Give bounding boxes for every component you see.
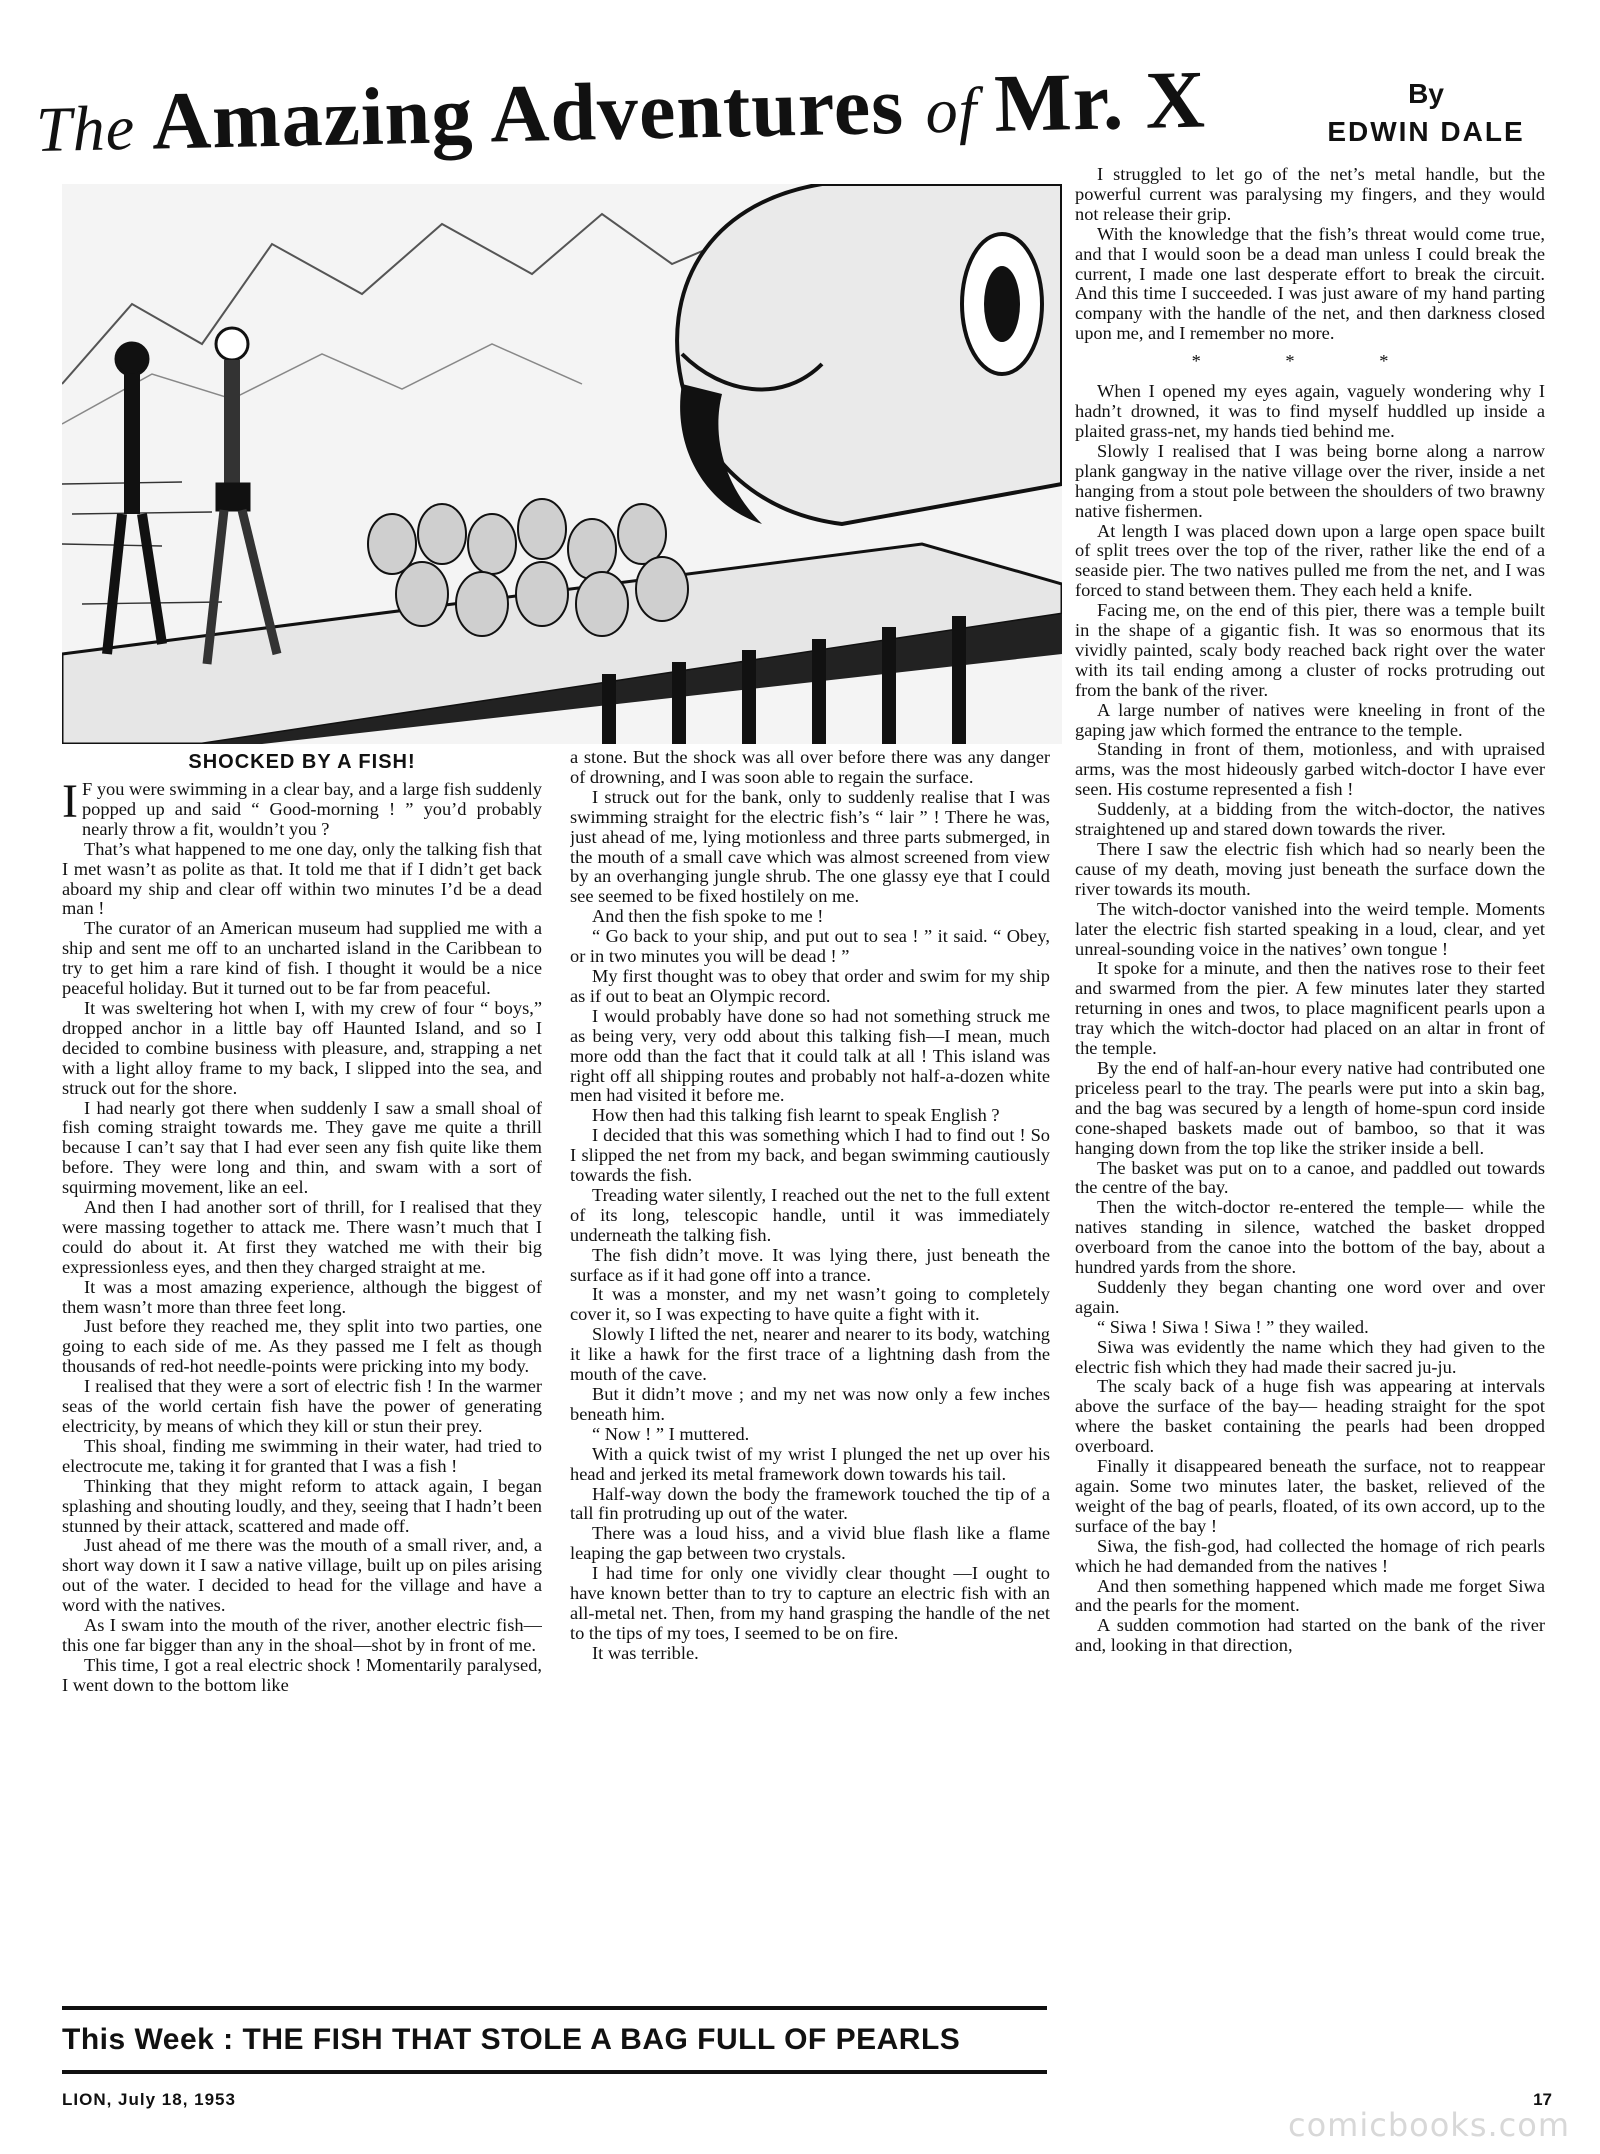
section-break-stars: * * * <box>1191 351 1429 372</box>
col2-paragraph: I would probably have done so had not something struck me as being very, very odd about this talking fish—I mean, much more odd than the fact that it could talk at all ! This island was right off all shipping routes and probably not half-a-dozen white men had visited it before me. <box>570 1005 1050 1106</box>
first-paragraph-text: F you were swimming in a clear bay, and a large fish suddenly popped up and said “ Good-morning ! ” you’d probably nearly throw a fit, wouldn’t you ? <box>81 779 542 839</box>
col2-paragraph: “ Go back to your ship, and put out to sea ! ” it said. “ Obey, or in two minutes you will be dead ! ” <box>570 926 1050 967</box>
promo-lead: This Week : <box>62 2023 243 2056</box>
col2-paragraph: Slowly I lifted the net, nearer and nearer to its body, watching it like a hawk for the first trace of a lightning dash from the mouth of the cave. <box>570 1324 1050 1385</box>
col2-paragraph: I struck out for the bank, only to suddenly realise that I was swimming straight for the electric fish’s “ lair ” ! There he was, just ahead of me, lying motionless and three parts submerged, in the mouth of a small cave which was almost screened from view by an overhanging jungle shrub. The one glassy eye that I could see seemed to be fixed hostilely on me. <box>570 786 1050 907</box>
col1-paragraph: The curator of an American museum had supplied me with a ship and sent me off to an uncharted island in the Caribbean to try to get him a rare kind of fish. I thought it would be a nice peaceful holiday. But it turned out to be far from peaceful. <box>62 918 542 999</box>
watermark: comicbooks.com <box>1287 2106 1570 2144</box>
story-title <box>35 50 1207 180</box>
col3-paragraph: Suddenly they began chanting one word over and over again. <box>1075 1276 1545 1317</box>
col2-paragraph: It was a monster, and my net wasn’t going to completely cover it, so I was expecting to have quite a fight with it. <box>570 1284 1050 1325</box>
col2-paragraph: With a quick twist of my wrist I plunged the net up over his head and jerked its metal framework down towards his tail. <box>570 1443 1050 1484</box>
col1-paragraph: This shoal, finding me swimming in their water, had tried to electrocute me, taking it for granted that I was a fish ! <box>62 1435 542 1476</box>
issue-date: LION, July 18, 1953 <box>62 2090 236 2109</box>
first-paragraph <box>62 775 542 840</box>
promo-rule-top <box>62 2006 1047 2010</box>
col3-paragraph: A sudden commotion had started on the bank of the river and, looking in that direction, <box>1075 1615 1545 1656</box>
col2-paragraph: Half-way down the body the framework touched the tip of a tall fin protruding up out of the water. <box>570 1483 1050 1524</box>
col1-paragraph: Just ahead of me there was the mouth of a small river, and, a short way down it I saw a native village, built up on piles arising out of the water. I decided to head for the village and have a word with the natives. <box>62 1535 542 1616</box>
byline <box>1326 76 1526 152</box>
col2-paragraph: And then the fish spoke to me ! <box>592 906 824 927</box>
col1-paragraph: As I swam into the mouth of the river, another electric fish—this one far bigger than any in the shoal—shot by in front of me. <box>62 1615 542 1655</box>
drop-cap: I <box>62 775 78 828</box>
col1-paragraph: Thinking that they might reform to attack again, I began splashing and shouting loudly, and they, seeing that I hadn’t been stunned by their attack, scattered and made off. <box>62 1475 542 1536</box>
col3-paragraph: Suddenly, at a bidding from the witch-doctor, the natives straightened up and stared down towards the river. <box>1075 799 1545 840</box>
col2-paragraph: It was terrible. <box>592 1642 699 1663</box>
col3-paragraph: At length I was placed down upon a large open space built of split trees over the top of the river, rather like the end of a seaside pier. The two natives pulled me from the net, and I was forced to stand between them. They each held a knife. <box>1075 520 1545 601</box>
col3-paragraph: The witch-doctor vanished into the weird temple. Moments later the electric fish started speaking in a loud, clear, and yet unreal-sounding voice in the natives’ own tongue ! <box>1075 898 1545 959</box>
title-bar <box>35 53 1526 174</box>
col2-paragraph: I had time for only one vividly clear thought —I ought to have known better than to try to capture an electric fish with an all-metal net. Then, from my hand grasping the handle of the net to the tips of my toes, I seemed to be on fire. <box>570 1563 1050 1643</box>
col3-paragraph: The scaly back of a huge fish was appearing at intervals above the surface of the bay— heading straight for the spot where the basket containing the pearls had been dropped overboard. <box>1075 1376 1545 1457</box>
col3-paragraph: With the knowledge that the fish’s threat would come true, and that I would soon be a dead man unless I could break the current, I made one last desperate effort to break the circuit. And this time I succeeded. I was just aware of my hand parting company with the handle of the net, and then darkness closed upon me, and I remember no more. <box>1075 223 1545 344</box>
col3-paragraph: By the end of half-an-hour every native had contributed one priceless pearl to the tray. The pearls were put into a skin bag, and the bag was secured by a length of home-spun cord inside cone-shaped baskets made out of bamboo, so that it was hanging down from the top like the striker inside a bell. <box>1075 1057 1545 1158</box>
col2-paragraph: I decided that this was something which I had to find out ! So I slipped the net from my back, and began swimming cautiously towards the fish. <box>570 1125 1050 1186</box>
col1-paragraph: And then I had another sort of thrill, for I realised that they were massing together to attack me. There wasn’t much that I could do about it. At first they watched me with their big expressionless eyes, and then they charged straight at me. <box>62 1197 542 1277</box>
col3-paragraph: I struggled to let go of the net’s metal handle, but the powerful current was paralysing my fingers, and they would not release their grip. <box>1075 165 1545 224</box>
story-illustration <box>62 184 1062 744</box>
col3-paragraph: Finally it disappeared beneath the surface, not to reappear again. Some two minutes later, the basket, relieved of the weight of the bag of pearls, floated, of its own accord, up to the surface of the bay ! <box>1075 1456 1545 1536</box>
col2-paragraph: There was a loud hiss, and a vivid blue flash like a flame leaping the gap between two crystals. <box>570 1523 1050 1564</box>
article-heading: SHOCKED BY A FISH! <box>188 751 416 773</box>
title-amazing-adventures: Amazing Adventures <box>150 59 927 167</box>
col3-paragraph: When I opened my eyes again, vaguely wondering why I hadn’t drowned, it was to find myself huddled up inside a plaited grass-net, my hands tied behind me. <box>1075 381 1545 441</box>
page-number: 17 <box>1533 2090 1552 2109</box>
promo-rule-bottom <box>62 2070 1047 2074</box>
col1-paragraph: It was sweltering hot when I, with my crew of four “ boys,” dropped anchor in a little bay off Haunted Island, and so I decided to combine business with pleasure, and, strapping a net with a light alloy frame to my back, I slipped into the sea, and struck out for the shore. <box>62 997 542 1098</box>
byline-author: EDWIN DALE <box>1327 116 1525 147</box>
col1-paragraph: This time, I got a real electric shock ! Momentarily paralysed, I went down to the bottom like <box>62 1654 542 1695</box>
this-week-promo <box>62 2012 1047 2068</box>
col3-paragraph: There I saw the electric fish which had so nearly been the cause of my death, moving just beneath the surface down the river towards its mouth. <box>1075 839 1545 899</box>
col3-paragraph: Standing in front of them, motionless, and with upraised arms, was the most hideously garbed witch-doctor I have ever seen. His costume represented a fish ! <box>1075 739 1545 800</box>
col1-paragraph: I had nearly got there when suddenly I saw a small shoal of fish coming straight towards me. They gave me quite a thrill because I can’t say that I had ever seen any fish quite like them before. They were long and thin, and swam with a sort of squirming movement, like an eel. <box>62 1097 542 1198</box>
title-mr-x: Mr. X <box>993 53 1207 149</box>
col1-paragraph: Just before they reached me, they split into two parties, one going to each side of me. As they passed me I felt as though thousands of red-hot needle-points were pricking into my body. <box>62 1316 542 1377</box>
col3-paragraph: It spoke for a minute, and then the natives rose to their feet and swarmed from the pier. A few minutes later they started returning in ones and twos, to place magnificent pearls upon a tray which the witch-doctor had placed on an altar in front of the temple. <box>1075 958 1545 1059</box>
col2-paragraph: “ Now ! ” I muttered. <box>592 1423 750 1444</box>
col3-paragraph: Facing me, on the end of this pier, there was a temple built in the shape of a gigantic fish. It was so enormous that its vividly painted, scaly body reached back right over the water with its tail ending among a cluster of rocks protruding out from the bank of the river. <box>1075 600 1545 700</box>
col3-paragraph: And then something happened which made me forget Siwa and the pearls for the moment. <box>1075 1575 1545 1616</box>
col3-paragraph: Slowly I realised that I was being borne along a narrow plank gangway in the native village over the river, inside a net hanging from a stout pole between the shoulders of two brawny native fishermen. <box>1075 440 1545 521</box>
col1-paragraph: That’s what happened to me one day, only the talking fish that I met wasn’t as polite as that. It told me that if I didn’t get back aboard my ship and clear off within two minutes I’d be a dead man ! <box>62 838 542 919</box>
col3-paragraph: The basket was put on to a canoe, and paddled out towards the centre of the bay. <box>1075 1157 1545 1198</box>
col2-paragraph: Treading water silently, I reached out the net to the full extent of its long, telescopic handle, until it was immediately underneath the talking fish. <box>570 1184 1050 1245</box>
article-column-1 <box>62 748 542 1998</box>
col2-paragraph: My first thought was to obey that order and swim for my ship as if out to beat an Olympic record. <box>570 965 1050 1006</box>
col3-paragraph: Siwa was evidently the name which they had given to the electric fish which they had made their sacred ju-ju. <box>1075 1336 1545 1377</box>
col3-paragraph: A large number of natives were kneeling in front of the gaping jaw which formed the entrance to the temple. <box>1075 699 1545 740</box>
col3-paragraph: “ Siwa ! Siwa ! Siwa ! ” they wailed. <box>1097 1316 1369 1337</box>
col1-paragraph: It was a most amazing experience, although the biggest of them wasn’t more than three feet long. <box>62 1276 542 1317</box>
promo-title: THE FISH THAT STOLE A BAG FULL OF PEARLS <box>242 2023 961 2056</box>
col3-paragraph: Siwa, the fish-god, had collected the homage of rich pearls which he had demanded from the natives ! <box>1075 1535 1545 1576</box>
illustration-drawing <box>62 184 1062 744</box>
title-the: The <box>35 91 153 165</box>
col2-paragraph: a stone. But the shock was all over before there was any danger of drowning, and I was soon able to regain the surface. <box>570 748 1050 787</box>
col2-paragraph: How then had this talking fish learnt to speak English ? <box>592 1105 1000 1126</box>
col2-paragraph: The fish didn’t move. It was lying there, just beneath the surface as if it had gone off into a trance. <box>570 1244 1050 1285</box>
title-of: of <box>924 73 996 147</box>
col1-paragraph: I realised that they were a sort of electric fish ! In the warmer seas of the world certain fish have the power of generating electricity, by means of which they kill or stun their prey. <box>62 1376 542 1436</box>
col2-paragraph: But it didn’t move ; and my net was now only a few inches beneath him. <box>570 1384 1050 1424</box>
article-column-3 <box>1075 165 1545 2045</box>
byline-by: By <box>1408 78 1444 109</box>
article-column-2 <box>570 748 1050 1998</box>
col3-paragraph: Then the witch-doctor re-entered the temple— while the natives standing in silence, watched the basket dropped overboard from the canoe into the bottom of the bay, about a hundred yards from the shore. <box>1075 1197 1545 1278</box>
